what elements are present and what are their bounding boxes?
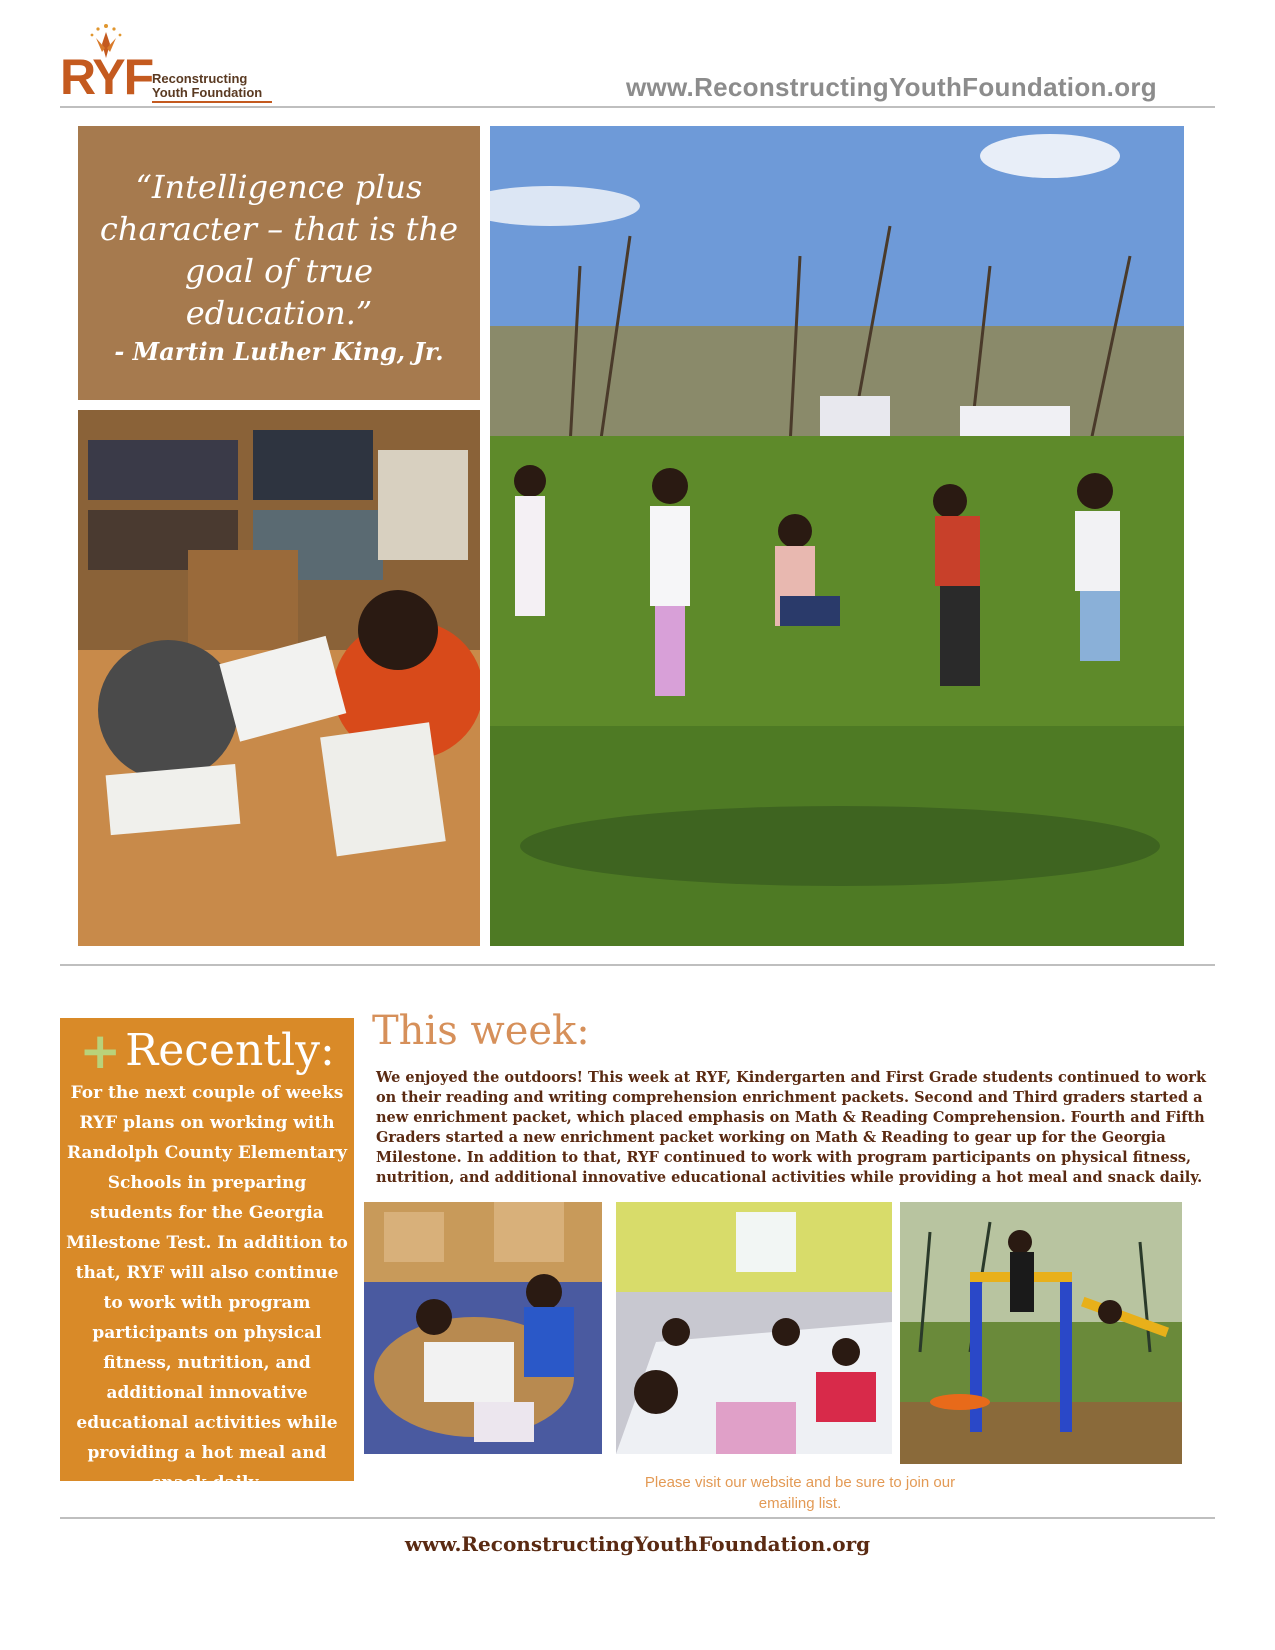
- quote-author: - Martin Luther King, Jr.: [114, 337, 444, 366]
- recently-title: Recently:: [125, 1025, 335, 1076]
- field-games-photo: [490, 126, 1184, 946]
- recently-box: [60, 1018, 354, 1493]
- cafeteria-photo-image: [616, 1202, 892, 1454]
- recently-body: For the next couple of weeks RYF plans on working with Randolph County Elementary Schools in preparing students for the Georgia Milestone Test. In addition to that, RYF will also continue to work with program participants on physical fitness, nutrition, and additional innovative educational activities while providing a hot meal and snack daily.: [66, 1083, 348, 1493]
- plus-icon: +: [79, 1022, 122, 1080]
- header-divider: [60, 106, 1215, 108]
- quote-box: [78, 126, 480, 400]
- cafeteria-photo: [616, 1202, 892, 1454]
- section-divider: [60, 964, 1215, 966]
- classroom-photo: [364, 1202, 602, 1454]
- library-photo-image: [78, 410, 480, 946]
- playground-photo-image: [900, 1202, 1182, 1464]
- recently-heading: [60, 1022, 354, 1080]
- visit-website-note: Please visit our website and be sure to join our emailing list.: [644, 1474, 956, 1512]
- logo-name-line1: Reconstructing: [152, 71, 248, 86]
- playground-photo: [900, 1202, 1182, 1464]
- logo-underline: [152, 101, 272, 103]
- field-photo-image: [490, 126, 1184, 946]
- quote-text: “Intelligence plus character – that is the goal of true education.”: [99, 168, 459, 332]
- logo-name: [152, 72, 282, 100]
- logo-mark: RYF: [60, 49, 153, 105]
- classroom-photo-image: [364, 1202, 602, 1454]
- this-week-body: We enjoyed the outdoors! This week at RYF, Kindergarten and First Grade students continued to work on their reading and writing comprehension enrichment packets. Second and Third graders started a new enrichment packet, which placed emphasis on Math & Reading Comprehension. Fourth and Fifth Graders started a new enrichment packet working on Math & Reading to gear up for the Georgia Milestone. In addition to that, RYF continued to work with program participants on physical fitness, nutrition, and additional innovative educational activities while providing a hot meal and snack daily.: [376, 1069, 1206, 1186]
- library-study-photo: [78, 410, 480, 946]
- logo-name-line2: Youth Foundation: [152, 85, 263, 100]
- this-week-heading: This week:: [372, 1008, 590, 1054]
- site-url-header[interactable]: www.ReconstructingYouthFoundation.org: [625, 72, 1157, 102]
- site-url-footer[interactable]: www.ReconstructingYouthFoundation.org: [404, 1532, 871, 1556]
- ryf-logo[interactable]: [60, 22, 270, 106]
- footer-divider: [60, 1517, 1215, 1519]
